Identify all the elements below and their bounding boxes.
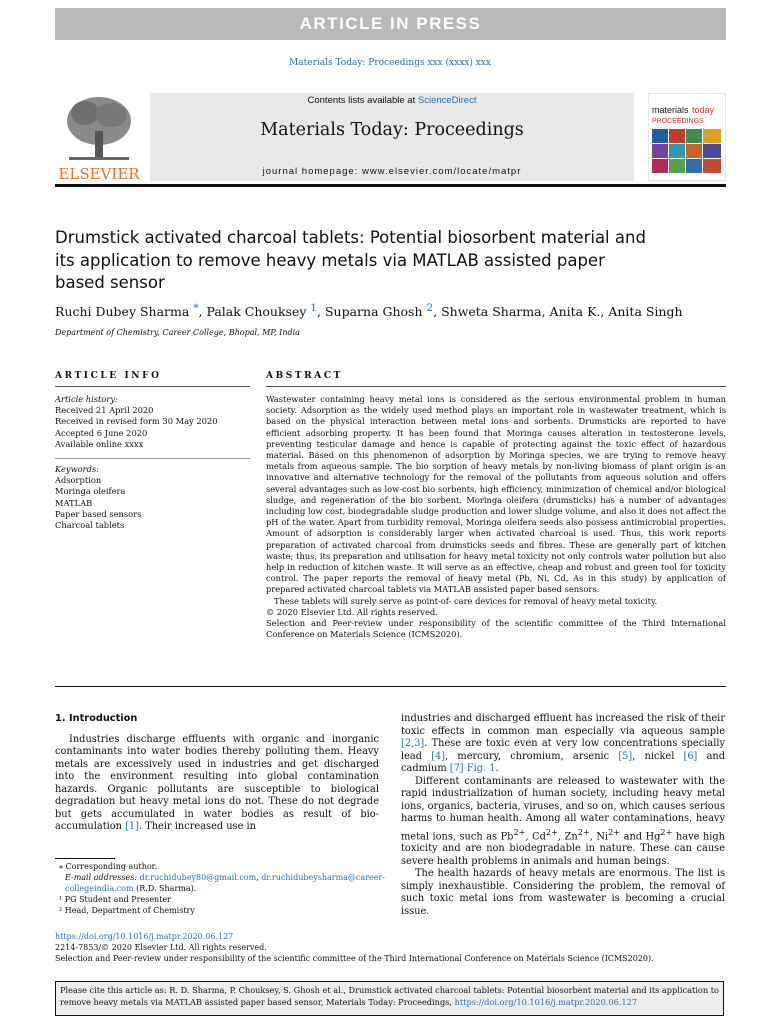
peer-review-note: Selection and Peer-review under responsibility of the scientific committee of the Third International Conference on Materials Science (ICMS2020). (266, 618, 726, 640)
sciencedirect-link[interactable]: ScienceDirect (417, 95, 477, 106)
journal-cover[interactable] (648, 93, 726, 181)
abstract-body (266, 394, 726, 640)
elsevier-logo[interactable] (55, 93, 143, 181)
article-info (55, 394, 250, 531)
doi-block (55, 931, 726, 964)
corresponding-note: ⁎ Corresponding author. (59, 862, 158, 871)
keyword-item: Charcoal tablets (55, 520, 125, 531)
article-info-heading: ARTICLE INFO (55, 371, 162, 381)
author-separator: , (541, 304, 550, 320)
article-in-press-banner: ARTICLE IN PRESS (55, 8, 726, 40)
selection-line: Selection and Peer-review under responsibility of the scientific committee of the Third International Conference on Materials Science (ICMS2020). (55, 954, 654, 963)
contents-line: Contents lists available at ScienceDirect (307, 95, 477, 106)
doi-link[interactable]: https://doi.org/10.1016/j.matpr.2020.06.127 (55, 932, 234, 941)
figure-link[interactable]: Fig. 1 (466, 763, 496, 774)
affiliation: Department of Chemistry, Career College, Bhopal, MP, India (55, 328, 300, 337)
footnote-rule (55, 858, 115, 859)
abstract-heading: ABSTRACT (266, 371, 343, 381)
author-separator: , (198, 304, 207, 320)
history-item: Received 21 April 2020 (55, 405, 154, 416)
footnotes: ⁎ Corresponding author. E-mail addresses: dr.ruchidubey80@gmail.com, dr.ruchidubeysharma@career-collegeindia.com (R.D. Sharma). ¹ PG Student and Presenter ² Head, Department of Chemistry (55, 861, 385, 916)
column-right (401, 713, 725, 918)
history-item: Accepted 6 June 2020 (55, 427, 148, 438)
history-list (55, 405, 250, 450)
section-heading: 1. Introduction (55, 713, 138, 724)
cover-subtitle: PROCEEDINGS (652, 118, 704, 125)
intro-paragraph-3: The health hazards of heavy metals are enormous. The list is simply inexhaustible. Considering the problem, the removal of such toxic metal ions from wastewater is becoming a crucial issue. (401, 868, 725, 917)
journal-homepage[interactable]: journal homepage: www.elsevier.com/locate/matpr (262, 166, 522, 177)
author-separator: , (433, 304, 442, 320)
author-mark[interactable]: * (193, 302, 199, 314)
keyword-item: Moringa oleifera (55, 486, 126, 497)
cite-doi-link[interactable]: https://doi.org/10.1016/j.matpr.2020.06.127 (454, 997, 638, 1007)
history-item: Received in revised form 30 May 2020 (55, 416, 218, 427)
author-list (55, 302, 735, 319)
email-link[interactable]: dr.ruchidubeysharma@career-collegeindia.com (65, 873, 385, 893)
author-name: Anita Singh (608, 304, 683, 320)
author-name: Palak Chouksey (206, 304, 311, 320)
author-name: Suparna Ghosh (324, 304, 427, 320)
ref-link[interactable]: [4] (431, 750, 446, 762)
keyword-list (55, 475, 250, 531)
ref-link[interactable]: [1] (125, 821, 139, 832)
intro-paragraph-2: Different contaminants are released to wastewater with the rapid industrialization of human society, including heavy metal ions, organics, bacteria, viruses, and so on, which causes serious harms to human health. Among all water contaminations, heavy metal ions, such as $Pb^{2+}$, $Cd^{2+}$, $Zn^{2+}$, $Ni^{2+}$ and $Hg^{2+}$ have high toxicity and are non biodegradable in nature. These can cause severe health problems in animals and human beings. (401, 775, 725, 867)
cover-title-materials: materials (652, 105, 689, 115)
journal-title: Materials Today: Proceedings (260, 120, 524, 140)
elsevier-tree-icon (55, 93, 143, 181)
abstract-rule (55, 686, 726, 687)
author-name: Ruchi Dubey Sharma (55, 304, 194, 320)
divider (55, 386, 250, 387)
divider (266, 386, 726, 387)
copyright: © 2020 Elsevier Ltd. All rights reserved. (266, 606, 438, 617)
keywords-label: Keywords: (55, 464, 100, 475)
divider (55, 458, 250, 459)
author-name: Shweta Sharma (441, 304, 542, 320)
author-mark[interactable]: 2 (426, 302, 434, 314)
keyword-item: MATLAB (55, 497, 93, 508)
issn-line: 2214-7853/© 2020 Elsevier Ltd. All rights reserved. (55, 943, 267, 952)
abstract-text-2: These tablets will surely serve as point-of- care devices for removal of heavy metal toxicity. (274, 595, 658, 606)
ref-link[interactable]: [7] (449, 763, 464, 774)
paper-title: Drumstick activated charcoal tablets: Potential biosorbent material and its application to remove heavy metals via MATLAB assisted paper based sensor (55, 228, 646, 292)
journal-citation-link[interactable]: Materials Today: Proceedings xxx (xxxx) xxx (289, 58, 491, 68)
author-mark[interactable]: 1 (310, 302, 318, 314)
elsevier-wordmark: ELSEVIER (58, 165, 140, 181)
footnote-1: ¹ PG Student and Presenter (59, 895, 171, 904)
cite-box: Please cite this article as: R. D. Sharma, P. Chouksey, S. Ghosh et al., Drumstick activated charcoal tablets: Potential biosorbent material and its application to remove heavy metals via MATLAB assisted paper based sensor, Materials Today: Proceedings, https://doi.org/10.1016/j.matpr.2020.06.127 (55, 981, 724, 1016)
author-name: Anita K. (549, 304, 601, 320)
keyword-item: Paper based sensors (55, 508, 142, 519)
intro-paragraph-1: Industries discharge effluents with organic and inorganic contaminants into water bodies thereby polluting them. Heavy metals are excessively used in industries and get discharged into the environment resulting into global contamination hazards. Organic pollutants are susceptible to biological degradation but heavy metal ions do not. These do not degrade but gets accumulated in water bodies as result of bio-accumulation [1]. Their increased use in (55, 733, 379, 832)
history-label: Article history: (55, 394, 118, 404)
footnote-2: ² Head, Department of Chemistry (59, 906, 195, 915)
cover-title-today: today (692, 105, 715, 115)
email-link[interactable]: dr.ruchidubey80@gmail.com (139, 873, 257, 882)
history-item: Available online xxxx (55, 438, 144, 449)
abstract-text: Wastewater containing heavy metal ions is considered as the serious environmental problem in human society. Adsorption as the widely used method plays an important role in wastewater treatment, which is based on the physical interaction between metal ions and sorbents. Drumsticks are reported to have efficient adsorbing property. It has been found that Moringa causes alteration in testosterone levels, preventing testicular damage and hence is capable of protecting against the toxic effect of hazardous material. Based on this phenomenon of adsorption by Moringa species, we are trying to remove heavy metals from aqueous sample. The bio sorption of heavy metals by non-living biomass of plant origin is an innovative and alternative technology for the removal of the pollutants from aqueous solution and offers several advantages such as low-cost bio sorbents, high efficiency, minimization of chemical and/or biological sludge, and regeneration of the bio sorbent. Moringa oleifera (drumsticks) has a number of advantages including low cost, biodegradable sludge production and lower sludge volume, and also it does not affect the pH of the water. Apart from turbidity removal, Moringa oleifera seeds also possess antimicrobial properties. Amount of adsorption is considerably larger when activated charcoal is used. Thus, this work reports preparation of activated charcoal from drumsticks seeds and fibres. These are generally part of kitchen waste; thus, its preparation and utilisation for heavy metal toxicity not only controls water pollution but also help in reduction of kitchen waste. It will serve as an effective, cheap and robust and green tool for toxicity control. The paper reports the removal of heavy metal (Pb, Ni, Cd, As in this study) by application of prepared activated charcoal tablets via MATLAB assisted paper based sensors. (266, 394, 726, 595)
ref-link[interactable]: [2,3] (401, 738, 425, 749)
intro-paragraph-1-cont: industries and discharged effluent has increased the risk of their toxic effects in common man especially via aqueous sample [2,3]. These are toxic even at very low concentrations specially lead [4], mercury, chromium, arsenic [5], nickel [6] and cadmium [7] Fig. 1. (401, 713, 725, 774)
ref-link[interactable]: [6] (683, 750, 698, 762)
column-left (55, 713, 379, 834)
author-separator: , (317, 304, 325, 320)
keyword-item: Adsorption (55, 475, 102, 486)
ref-link[interactable]: [5] (618, 750, 633, 762)
author-separator: , (600, 304, 609, 320)
masthead-rule (55, 184, 726, 187)
